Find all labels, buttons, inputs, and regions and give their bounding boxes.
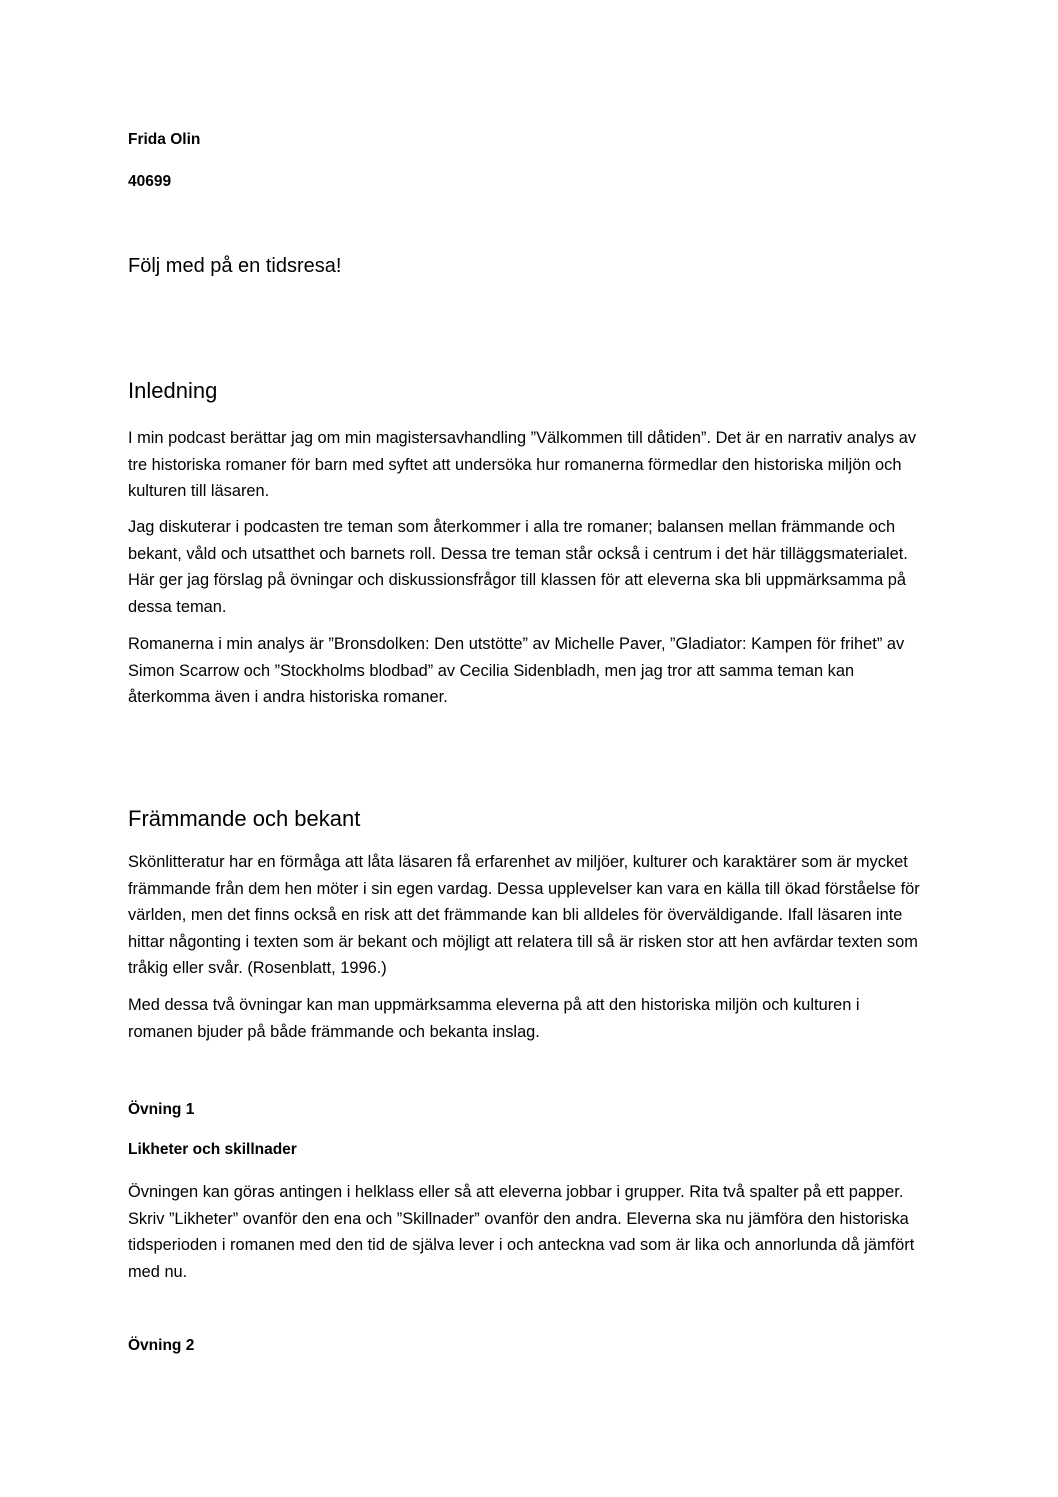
- author-id: 40699: [128, 173, 172, 190]
- paragraph: Romanerna i min analys är ”Bronsdolken: Den utstötte” av Michelle Paver, ”Gladiator: Kampen för frihet” av Simon Scarrow och ”Stockholms blodbad” av Cecilia Sidenbladh, men jag tror att samma teman kan återkomma även i andra historiska romaner.: [128, 635, 905, 706]
- paragraph: Jag diskuterar i podcasten tre teman som återkommer i alla tre romaner; balansen mellan främmande och bekant, våld och utsatthet och barnets roll. Dessa tre teman står också i centrum i det här tilläggsmaterialet. Här ger jag förslag på övningar och diskussionsfrågor till klassen för att eleverna ska bli uppmärksamma på dessa teman.: [128, 518, 908, 616]
- paragraph: Med dessa två övningar kan man uppmärksamma eleverna på att den historiska miljön och kulturen i romanen bjuder på både främmande och bekanta inslag.: [128, 996, 860, 1041]
- exercise-subtitle: Likheter och skillnader: [128, 1141, 297, 1158]
- exercise-text: Övningen kan göras antingen i helklass eller så att eleverna jobbar i grupper. Rita två spalter på ett papper. Skriv ”Likheter” ovanför den ena och ”Skillnader” ovanför den andra. Eleverna ska nu jämföra den historiska tidsperioden i romanen med den tid de själva lever i och anteckna vad som är lika och annorlunda då jämfört med nu.: [128, 1183, 915, 1281]
- paragraph: Skönlitteratur har en förmåga att låta läsaren få erfarenhet av miljöer, kulturer och karaktärer som är mycket främmande från dem hen möter i sin egen vardag. Dessa upplevelser kan vara en källa till ökad förståelse för världen, men det finns också en risk att det främmande kan bli alldeles för överväldigande. Ifall läsaren inte hittar någonting i texten som är bekant och möjligt att relatera till så är risken stor att hen avfärdar texten som tråkig eller svår. (Rosenblatt, 1996.): [128, 853, 920, 977]
- paragraph: I min podcast berättar jag om min magistersavhandling ”Välkommen till dåtiden”. Det är en narrativ analys av tre historiska romaner för barn med syftet att undersöka hur romanerna förmedlar den historiska miljön och kulturen till läsaren.: [128, 429, 917, 500]
- exercise-label: Övning 2: [128, 1337, 195, 1354]
- author-name: Frida Olin: [128, 131, 201, 148]
- exercise-label: Övning 1: [128, 1101, 195, 1118]
- document-title: Följ med på en tidsresa!: [128, 255, 342, 277]
- section-heading-frammande-och-bekant: Främmande och bekant: [128, 806, 361, 831]
- section-heading-inledning: Inledning: [128, 378, 218, 403]
